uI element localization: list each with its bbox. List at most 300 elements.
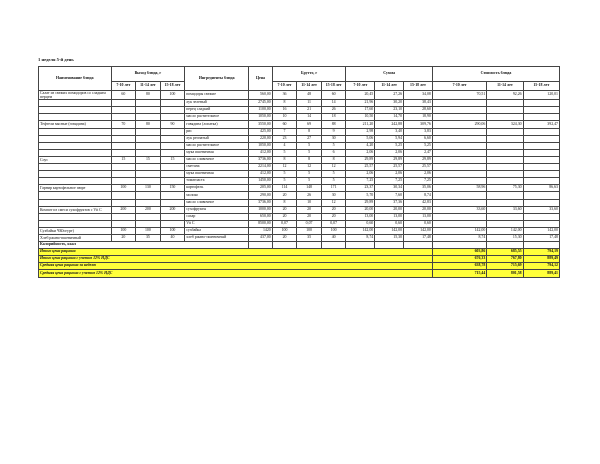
cell-o1: 20 xyxy=(111,234,136,241)
cell-c1 xyxy=(432,142,486,149)
cell-o2 xyxy=(136,142,161,149)
calories-row xyxy=(39,242,560,249)
cell-g2: 8 xyxy=(297,128,322,135)
table-row xyxy=(39,185,560,192)
cell-c1 xyxy=(432,114,486,121)
cell-g1: 60 xyxy=(272,121,297,128)
cell-price: 220,00 xyxy=(249,135,272,142)
cell-s1: 2,06 xyxy=(346,149,375,156)
cell-o3 xyxy=(160,164,185,171)
cell-g2: 5 xyxy=(297,149,322,156)
cell-o2 xyxy=(136,135,161,142)
cell-o2: 35 xyxy=(136,234,161,241)
cell-s1: 4,20 xyxy=(346,142,375,149)
cell-price: 3736,00 xyxy=(249,156,272,163)
cell-o1: 60 xyxy=(111,91,136,100)
cell-c1: 33,60 xyxy=(432,206,486,213)
cell-o1 xyxy=(111,128,136,135)
cell-o2 xyxy=(136,220,161,227)
cell-c2 xyxy=(487,135,523,142)
cell-ing: помидоры свежие xyxy=(185,91,249,100)
cell-ing: масло растительное xyxy=(185,142,249,149)
cell-s3: 3,83 xyxy=(404,128,433,135)
cell-s3: 13,00 xyxy=(404,213,433,220)
cell-name: Компот из смеси сухофруктов с Vit C xyxy=(39,206,112,213)
cell-c2 xyxy=(487,114,523,121)
empty-cell xyxy=(487,242,523,249)
cell-o3: 150 xyxy=(160,185,185,192)
cell-s3: 7,25 xyxy=(404,178,433,185)
header-age: 15-18 лет xyxy=(404,82,433,91)
cell-s3: 2,06 xyxy=(404,171,433,178)
cell-c2: 75,30 xyxy=(487,185,523,192)
cell-c3: 33,60 xyxy=(523,206,559,213)
cell-g2: 8 xyxy=(297,156,322,163)
cell-o2 xyxy=(136,114,161,121)
cell-g2: 11 xyxy=(297,100,322,107)
cell-s3: 38,43 xyxy=(404,100,433,107)
table-row xyxy=(39,178,560,185)
total-c3: 794,19 xyxy=(523,249,559,256)
cell-name xyxy=(39,178,112,185)
cell-o2 xyxy=(136,164,161,171)
cell-s1: 7,25 xyxy=(346,178,375,185)
cell-name xyxy=(39,149,112,156)
cell-g2: 0,07 xyxy=(297,220,322,227)
cell-g3: 20 xyxy=(321,213,346,220)
cell-g1: 5 xyxy=(272,178,297,185)
header-age: 7-10 лет xyxy=(111,82,136,91)
total-label: Средняя цена рациона с учетом 12% НДС xyxy=(39,270,433,277)
cell-s3: 142,00 xyxy=(404,227,433,234)
cell-c1 xyxy=(432,135,486,142)
cell-g3: 5 xyxy=(321,178,346,185)
cell-g1: 5 xyxy=(272,149,297,156)
cell-s2: 7,25 xyxy=(375,178,404,185)
cell-g2: 100 xyxy=(297,227,322,234)
header-price: Цена xyxy=(249,67,272,91)
cell-c1: 290,06 xyxy=(432,121,486,128)
table-row xyxy=(39,128,560,135)
menu-cost-table xyxy=(38,66,560,278)
header-age: 15-18 лет xyxy=(523,82,559,91)
cell-o3 xyxy=(160,171,185,178)
cell-o3 xyxy=(160,220,185,227)
cell-s2: 23,10 xyxy=(375,107,404,114)
cell-o2 xyxy=(136,171,161,178)
cell-o1: 200 xyxy=(111,206,136,213)
cell-g3: 30 xyxy=(321,192,346,199)
cell-o2 xyxy=(136,199,161,206)
cell-name xyxy=(39,171,112,178)
cell-g1: 10 xyxy=(272,114,297,121)
cell-g2: 5 xyxy=(297,142,322,149)
cell-o1: 100 xyxy=(111,185,136,192)
table-row xyxy=(39,227,560,234)
empty-cell xyxy=(404,242,433,249)
cell-ing: мука пшеничная xyxy=(185,171,249,178)
header-cost: Стоимость блюда xyxy=(432,67,559,82)
total-row xyxy=(39,249,560,256)
cell-o2: 80 xyxy=(136,91,161,100)
cell-g2: 5 xyxy=(297,178,322,185)
cell-c2: 33,60 xyxy=(487,206,523,213)
cell-c1 xyxy=(432,100,486,107)
table-row xyxy=(39,220,560,227)
table-row xyxy=(39,91,560,100)
cell-c2 xyxy=(487,128,523,135)
cell-c3 xyxy=(523,213,559,220)
empty-cell xyxy=(249,242,272,249)
header-age: 7-10 лет xyxy=(272,82,297,91)
cell-s3: 6,60 xyxy=(404,135,433,142)
cell-c1 xyxy=(432,220,486,227)
cell-g3: 8 xyxy=(321,156,346,163)
cell-s1: 25,57 xyxy=(346,164,375,171)
cell-g3: 9 xyxy=(321,128,346,135)
cell-c3 xyxy=(523,199,559,206)
cell-o1: 100 xyxy=(111,227,136,234)
cell-o1 xyxy=(111,135,136,142)
cell-c3 xyxy=(523,156,559,163)
cell-c1: 70,51 xyxy=(432,91,486,100)
cell-price: 1050,00 xyxy=(249,142,272,149)
cell-c2 xyxy=(487,164,523,171)
cell-c1 xyxy=(432,128,486,135)
header-age: 7-10 лет xyxy=(432,82,486,91)
cell-c3 xyxy=(523,164,559,171)
cell-c3 xyxy=(523,171,559,178)
cell-c2 xyxy=(487,156,523,163)
cell-name xyxy=(39,142,112,149)
cell-o1 xyxy=(111,149,136,156)
cell-g3: 5 xyxy=(321,171,346,178)
table-row xyxy=(39,213,560,220)
cell-c1 xyxy=(432,107,486,114)
cell-name xyxy=(39,100,112,107)
cell-g1: 16 xyxy=(272,107,297,114)
cell-s2: 242,88 xyxy=(375,121,404,128)
total-c2: 801,58 xyxy=(487,270,523,277)
cell-o2: 100 xyxy=(136,227,161,234)
cell-s1: 211,20 xyxy=(346,121,375,128)
cell-price: 2214,00 xyxy=(249,164,272,171)
cell-g2: 35 xyxy=(297,234,322,241)
cell-s1: 23,37 xyxy=(346,185,375,192)
cell-o3: 100 xyxy=(160,227,185,234)
cell-g3: 6 xyxy=(321,149,346,156)
table-row xyxy=(39,149,560,156)
cell-c1 xyxy=(432,164,486,171)
cell-g3: 5 xyxy=(321,142,346,149)
cell-o3 xyxy=(160,128,185,135)
cell-g3: 20 xyxy=(321,206,346,213)
cell-o2 xyxy=(136,100,161,107)
cell-s1: 20,45 xyxy=(346,91,375,100)
cell-g3: 60 xyxy=(321,91,346,100)
cell-s2: 14,70 xyxy=(375,114,404,121)
header-name: Наименование блюда xyxy=(39,67,112,91)
cell-s3: 17,48 xyxy=(404,234,433,241)
cell-o3: 200 xyxy=(160,206,185,213)
cell-g3: 100 xyxy=(321,227,346,234)
empty-cell xyxy=(523,242,559,249)
cell-s2: 142,00 xyxy=(375,227,404,234)
cell-c3 xyxy=(523,135,559,142)
cell-g1: 23 xyxy=(272,135,297,142)
cell-c3 xyxy=(523,128,559,135)
cell-s2: 7,60 xyxy=(375,192,404,199)
cell-o2 xyxy=(136,178,161,185)
cell-c3: 392,47 xyxy=(523,121,559,128)
total-c1: 676,33 xyxy=(432,256,486,263)
cell-s1: 5,70 xyxy=(346,192,375,199)
cell-s2: 3,40 xyxy=(375,128,404,135)
cell-price: 1420 xyxy=(249,227,272,234)
cell-g2: 5 xyxy=(297,171,322,178)
cell-c2 xyxy=(487,100,523,107)
cell-o3 xyxy=(160,107,185,114)
cell-price: 290,00 xyxy=(249,192,272,199)
cell-o1 xyxy=(111,199,136,206)
empty-cell xyxy=(297,242,322,249)
table-row xyxy=(39,234,560,241)
cell-o2 xyxy=(136,128,161,135)
cell-ing: сахар xyxy=(185,213,249,220)
cell-o1 xyxy=(111,220,136,227)
cell-ing: сметана xyxy=(185,164,249,171)
cell-s3: 5,25 xyxy=(404,142,433,149)
cell-c3 xyxy=(523,100,559,107)
cell-s1: 10,50 xyxy=(346,114,375,121)
header-sum: Сумма xyxy=(346,67,432,82)
cell-o3 xyxy=(160,142,185,149)
cell-c3: 120,01 xyxy=(523,91,559,100)
cell-ing: хлеб ржано-пшеничный xyxy=(185,234,249,241)
cell-ing: Vit C xyxy=(185,220,249,227)
header-age: 15-18 лет xyxy=(321,82,346,91)
cell-g1: 20 xyxy=(272,234,297,241)
cell-o3 xyxy=(160,114,185,121)
header-age: 11-14 лет xyxy=(297,82,322,91)
cell-c3 xyxy=(523,142,559,149)
cell-c2 xyxy=(487,107,523,114)
cell-price: 3736,00 xyxy=(249,199,272,206)
table-row xyxy=(39,135,560,142)
cell-ing: лук репчатый xyxy=(185,135,249,142)
cell-ing: масло сливочное xyxy=(185,199,249,206)
cell-s2: 37,36 xyxy=(375,199,404,206)
cell-price: 2745,00 xyxy=(249,100,272,107)
cell-s1: 142,00 xyxy=(346,227,375,234)
cell-name xyxy=(39,192,112,199)
cell-c2 xyxy=(487,213,523,220)
cell-c1 xyxy=(432,171,486,178)
cell-s3: 42,83 xyxy=(404,199,433,206)
cell-g1: 12 xyxy=(272,164,297,171)
cell-c2 xyxy=(487,199,523,206)
cell-c1 xyxy=(432,149,486,156)
cell-s3: 29,89 xyxy=(404,156,433,163)
table-row xyxy=(39,100,560,107)
cell-c1 xyxy=(432,178,486,185)
cell-g2: 27 xyxy=(297,135,322,142)
cell-name xyxy=(39,128,112,135)
cell-g1: 0,07 xyxy=(272,220,297,227)
total-row xyxy=(39,263,560,270)
cell-name xyxy=(39,220,112,227)
header-gross: Брутто, г xyxy=(272,67,346,82)
total-c2: 685,55 xyxy=(487,249,523,256)
cell-c2: 324,30 xyxy=(487,121,523,128)
cell-s3: 34,08 xyxy=(404,91,433,100)
cell-name: Хлеб ржано-пшеничный xyxy=(39,234,112,241)
cell-name xyxy=(39,114,112,121)
cell-ing: молоко xyxy=(185,192,249,199)
cell-g3: 14 xyxy=(321,100,346,107)
cell-ing: картофель xyxy=(185,185,249,192)
cell-g3: 18 xyxy=(321,114,346,121)
cell-g2: 12 xyxy=(297,164,322,171)
cell-s3: 20,00 xyxy=(404,206,433,213)
cell-o2 xyxy=(136,213,161,220)
cell-c2 xyxy=(487,142,523,149)
header-ingredients: Ингредиенты блюда xyxy=(185,67,249,91)
cell-o3 xyxy=(160,199,185,206)
cell-ing: лук зеленый xyxy=(185,100,249,107)
total-c3: 889,41 xyxy=(523,270,559,277)
cell-c3 xyxy=(523,192,559,199)
cell-g1: 8 xyxy=(272,199,297,206)
cell-name xyxy=(39,107,112,114)
cell-o2: 200 xyxy=(136,206,161,213)
header-age: 7-10 лет xyxy=(346,82,375,91)
cell-o2: 15 xyxy=(136,156,161,163)
cell-o3: 90 xyxy=(160,121,185,128)
total-c1: 715,44 xyxy=(432,270,486,277)
cell-ing: перец сладкий xyxy=(185,107,249,114)
cell-s2: 30,20 xyxy=(375,100,404,107)
cell-o3 xyxy=(160,178,185,185)
cell-s2: 30,34 xyxy=(375,185,404,192)
cell-g3: 12 xyxy=(321,164,346,171)
cell-o1 xyxy=(111,100,136,107)
cell-s2: 25,57 xyxy=(375,164,404,171)
total-label: Средняя цена рациона за неделю xyxy=(39,263,433,270)
cell-o2 xyxy=(136,149,161,156)
cell-c2 xyxy=(487,171,523,178)
cell-price: 8500,00 xyxy=(249,220,272,227)
empty-cell xyxy=(432,242,486,249)
cell-g2: 48 xyxy=(297,91,322,100)
cell-ing: мука пшеничная xyxy=(185,149,249,156)
cell-g3: 12 xyxy=(321,199,346,206)
cell-c1 xyxy=(432,156,486,163)
cell-s2: 13,00 xyxy=(375,213,404,220)
cell-s2: 0,60 xyxy=(375,220,404,227)
cell-c1: 8,74 xyxy=(432,234,486,241)
cell-o3: 15 xyxy=(160,156,185,163)
cell-price: 1100,00 xyxy=(249,107,272,114)
cell-s3: 18,90 xyxy=(404,114,433,121)
table-row xyxy=(39,164,560,171)
cell-g3: 30 xyxy=(321,135,346,142)
table-row xyxy=(39,121,560,128)
empty-cell xyxy=(321,242,346,249)
cell-c1: 142,00 xyxy=(432,227,486,234)
table-row xyxy=(39,156,560,163)
table-row xyxy=(39,107,560,114)
cell-g1: 20 xyxy=(272,213,297,220)
cell-c2 xyxy=(487,192,523,199)
cell-c2: 15,30 xyxy=(487,234,523,241)
cell-s3: 35,06 xyxy=(404,185,433,192)
cell-g2: 14 xyxy=(297,114,322,121)
cell-c1: 58,96 xyxy=(432,185,486,192)
cell-o3 xyxy=(160,192,185,199)
cell-c3: 142,00 xyxy=(523,227,559,234)
header-output: Выход блюда, г xyxy=(111,67,185,82)
cell-c1 xyxy=(432,192,486,199)
cell-name: Соус xyxy=(39,156,112,163)
cell-ing: рис xyxy=(185,128,249,135)
table-row xyxy=(39,199,560,206)
cell-ing: масло сливочное xyxy=(185,156,249,163)
cell-s2: 5,94 xyxy=(375,135,404,142)
cell-o3: 40 xyxy=(160,234,185,241)
table-row xyxy=(39,206,560,213)
cell-g2: 20 xyxy=(297,206,322,213)
total-c2: 715,69 xyxy=(487,263,523,270)
cell-g1: 7 xyxy=(272,128,297,135)
cell-c2 xyxy=(487,149,523,156)
cell-price: 1450,00 xyxy=(249,178,272,185)
cell-g1: 4 xyxy=(272,142,297,149)
cell-g1: 5 xyxy=(272,171,297,178)
cell-price: 412,00 xyxy=(249,171,272,178)
cell-s2: 2,06 xyxy=(375,171,404,178)
cell-c1 xyxy=(432,213,486,220)
cell-o1 xyxy=(111,178,136,185)
cell-price: 205,00 xyxy=(249,185,272,192)
cell-c1 xyxy=(432,199,486,206)
cell-s1: 13,00 xyxy=(346,213,375,220)
empty-cell xyxy=(346,242,375,249)
cell-name: Гарнир картофельное пюре xyxy=(39,185,112,192)
cell-g2: 26 xyxy=(297,192,322,199)
cell-g1: 20 xyxy=(272,206,297,213)
cell-c2 xyxy=(487,178,523,185)
cell-o1 xyxy=(111,213,136,220)
cell-s2: 5,25 xyxy=(375,142,404,149)
total-row xyxy=(39,270,560,277)
cell-name xyxy=(39,135,112,142)
cell-o2 xyxy=(136,107,161,114)
cell-s1: 29,89 xyxy=(346,199,375,206)
header-age: 11-14 лет xyxy=(487,82,523,91)
cell-s1: 2,06 xyxy=(346,171,375,178)
table-body xyxy=(39,91,560,278)
total-label: Итого цена рациона xyxy=(39,249,433,256)
total-row xyxy=(39,256,560,263)
cell-name xyxy=(39,164,112,171)
header-age: 11-14 лет xyxy=(375,82,404,91)
cell-o3 xyxy=(160,213,185,220)
cell-s3: 309,76 xyxy=(404,121,433,128)
cell-s2: 29,89 xyxy=(375,156,404,163)
cell-s1: 2,98 xyxy=(346,128,375,135)
table-row xyxy=(39,171,560,178)
